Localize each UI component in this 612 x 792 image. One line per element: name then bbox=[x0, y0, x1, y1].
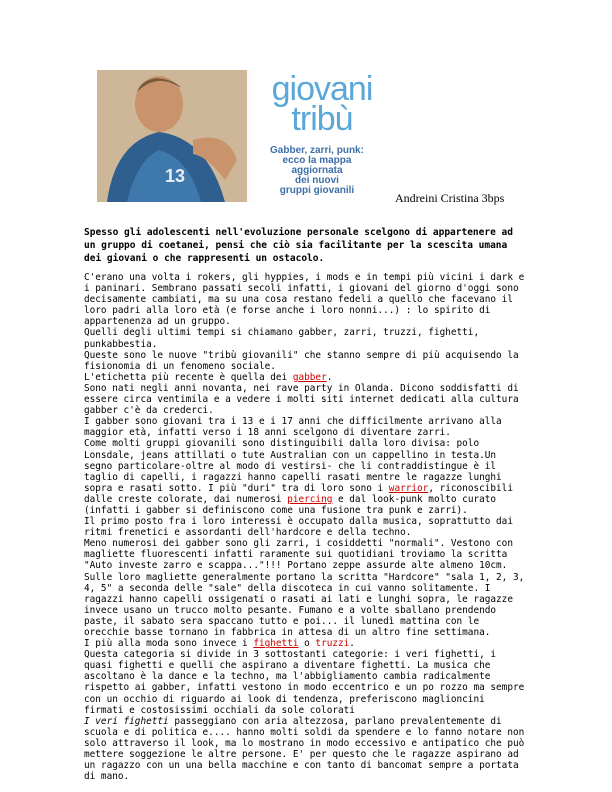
banner-subtitle-line: Gabber, zarri, punk: bbox=[270, 145, 364, 156]
warrior-link[interactable]: warrior bbox=[388, 482, 429, 494]
paragraph-text: , riconoscibili dalle creste colorate, dai numerosi bbox=[84, 482, 513, 505]
paragraph-text: e dal look-punk molto curato (infatti i gabber si definiscono come una fusione tra punk e zarri). bbox=[84, 493, 497, 516]
truzzi-link[interactable]: truzzi bbox=[315, 638, 350, 650]
banner-subtitle-line: ecco la mappa bbox=[282, 155, 352, 166]
paragraph-text: passeggiano con aria altezzosa, parlano prevalentemente di scuola e di politica e.... hanno molti soldi da spendere e lo fanno notare non solo attraverso il look, ma lo mostrano in modo eccessivo e antipatico che può mettere soggezione le altre persone. E' per questo che le ragazze aspirano ad un ragazzo con un una bella macchine e con tanto di bancomat sempre a portata di mano. bbox=[84, 715, 525, 783]
banner-subtitle-line: gruppi giovanili bbox=[279, 185, 355, 196]
banner-title bbox=[257, 70, 387, 138]
paragraph: I gabber sono giovani tra i 13 e i 17 anni che difficilmente arrivano alla maggior età, infatti verso i 18 anni scelgono di diventare zarri. bbox=[84, 416, 502, 439]
paragraph-text: I più alla moda sono invece i bbox=[84, 638, 254, 650]
paragraph bbox=[84, 638, 529, 649]
banner-subtitle bbox=[247, 146, 387, 196]
paragraph-text: . bbox=[326, 371, 333, 383]
piercing-link[interactable]: piercing bbox=[287, 493, 333, 505]
paragraph-text: L'etichetta più recente è quella dei bbox=[84, 371, 293, 383]
paragraph-text: Come molti gruppi giovanili sono distinguibili dalla loro divisa: polo Lonsdale, jeans attillati o tute Australian con un cappellino in testa.Un segno particolare-oltre al modo di vestirsi- che li contraddistingue è il taglio di capelli, i ragazzi hanno capelli rasati mentre le ragazze lunghi sopra e rasati sotto. I più "duri" tra di loro sono i bbox=[84, 438, 502, 494]
paragraph bbox=[84, 438, 529, 516]
fighetti-link[interactable]: fighetti bbox=[253, 638, 299, 650]
article-body bbox=[84, 272, 529, 782]
paragraph: Queste sono le nuove "tribù giovanili" che stanno sempre di più acquisendo la fisionomia di un fenomeno sociale. bbox=[84, 349, 519, 372]
paragraph bbox=[84, 372, 529, 383]
intro-question: Spesso gli adolescenti nell'evoluzione personale scelgono di appartenere ad un gruppo di coetanei, pensi che ciò sia facilitante per la scescita umana dei giovani o che rappresenti un ostacolo. bbox=[84, 227, 513, 264]
paragraph: Questa categoria si divide in 3 sottostanti categorie: i veri fighetti, i quasi fighetti e quelli che aspirano a diventare fighetti. La musica che ascoltano è la dance e la techno, ma l'abbigliamento cambia radicalmente rispetto ai gabber, infatti vestono in modo eccentrico e un po rozzo ma sempre con un occhio di riguardo ai look di tendenza, preferiscono maglioncini firmati e costosissimi occhiali da sole colorati bbox=[84, 649, 525, 716]
paragraph bbox=[84, 716, 529, 783]
paragraph: Sono nati negli anni novanta, nei rave party in Olanda. Dicono soddisfatti di essere circa ventimila e a vedere i molti siti internet dedicati alla cultura gabber c'è da crederci. bbox=[84, 382, 519, 417]
paragraph: C'erano una volta i rokers, gli hyppies, i mods e in tempi più vicini i dark e i paninari. Sembrano passati secoli infatti, i giovani del giorno d'oggi sono decisamente cambiati, ma su una cosa restano fedeli a quello che facevano il loro padri alla loro età (e forse anche i loro nonni...) : lo spirito di appartenenza ad un gruppo. bbox=[84, 272, 525, 328]
paragraph-text: . bbox=[349, 638, 355, 650]
header-banner-image bbox=[97, 70, 391, 202]
banner-subtitle-line: aggiornata bbox=[291, 165, 343, 176]
paragraph: Meno numerosi dei gabber sono gli zarri, i cosiddetti "normali". Vestono con magliette fluorescenti infatti raramente sui quotidiani troviamo la scritta "Auto investe zarro e scappa..."!!! Portano zeppe assurde alte almeno 10cm. Sulle loro magliette generalmente portano la scritta "Hardcore" "sala 1, 2, 3, 4, 5" a seconda delle "sale" della discoteca in cui vanno solitamente. I ragazzi hanno capelli ossigenati o rasati ai lati e lunghi sopra, le ragazze invece usano un trucco molto pesante. Fumano e a volte sballano prendendo paste, il sabato sera spaccano tutto e poi... il lunedì mattina con le orecchie basse tornano in fabbrica in attesa di un altro fine settimana. bbox=[84, 538, 525, 638]
paragraph: Quelli degli ultimi tempi si chiamano gabber, zarri, truzzi, fighetti, punkabbestia. bbox=[84, 327, 480, 350]
banner-title-line2: tribù bbox=[291, 100, 353, 138]
paragraph: Il primo posto fra i loro interessi è occupato dalla musica, soprattutto dai ritmi frenetici e assordanti dell'hardcore e della techno. bbox=[84, 516, 513, 539]
banner-subtitle-line: dei nuovi bbox=[295, 175, 339, 186]
banner-title-line1: giovani bbox=[271, 70, 373, 108]
paragraph-text: o bbox=[298, 638, 316, 650]
person-photo bbox=[97, 70, 247, 202]
gabber-link[interactable]: gabber bbox=[292, 371, 327, 383]
author-name: Andreini Cristina 3bps bbox=[395, 191, 505, 205]
svg-text:13: 13 bbox=[165, 166, 186, 186]
emphasis-text: I veri fighetti bbox=[84, 715, 169, 727]
